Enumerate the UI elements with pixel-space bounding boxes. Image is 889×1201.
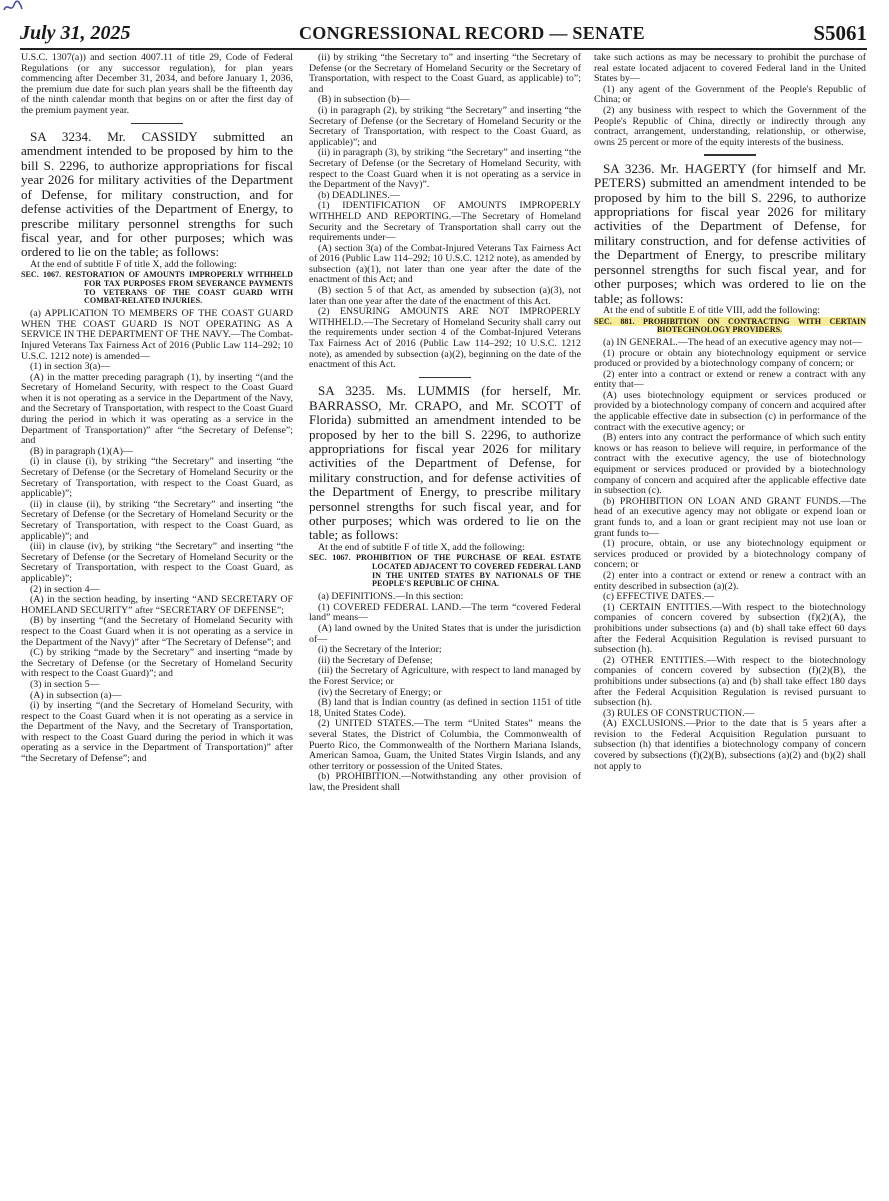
paragraph: (b) PROHIBITION ON LOAN AND GRANT FUNDS.—The head of an executive agency may not obligate or expend loan or grant funds to, and a loan or grant recipient may not use loan or grant funds to—: [594, 495, 866, 539]
paragraph: (ii) by striking “the Secretary to” and inserting “the Secretary of Defense (or the Secretary of Homeland Security or the Secretary of Transportation, with respect to the Coast Guard, as applicable) to”; and: [309, 52, 581, 95]
column-2: [309, 53, 581, 793]
paragraph: (3) in section 5—: [30, 678, 100, 690]
paragraph: (1) procure, obtain, or use any biotechnology equipment or services produced or provided by a biotechnology company of concern; or: [594, 538, 866, 571]
page-header: [20, 18, 867, 50]
paragraph: (ii) the Secretary of Defense;: [318, 654, 433, 666]
paragraph: (A) in subsection (a)—: [30, 689, 122, 701]
paragraph: (C) by striking “made by the Secretary” and inserting “made by the Secretary of Defense (or the Secretary of Homeland Security with respect to the Coast Guard)”; and: [21, 647, 293, 680]
paragraph: (iii) in clause (iv), by striking “the Secretary” and inserting “the Secretary of Defense (or the Secretary of Homeland Security or the Secretary of Transportation, with respect to the Coast Guard, as applicable)”;: [21, 541, 293, 584]
paragraph: (A) uses biotechnology equipment or services produced or provided by a biotechnology company of concern and acquired after the applicable effective date in subsection (c) in performance of the contract with the executive agency; or: [594, 389, 866, 433]
paragraph: (iii) the Secretary of Agriculture, with respect to land managed by the Forest Service; or: [309, 665, 581, 687]
corner-scribble-icon: [2, 0, 24, 14]
paragraph: (2) UNITED STATES.—The term “United States” means the several States, the District of Columbia, the Commonwealth of Puerto Rico, the Commonwealth of the Northern Mariana Islands, American Samoa, Guam, the United States Virgin Islands, and any other territory or possession of the United States.: [309, 718, 581, 772]
paragraph: (b) PROHIBITION.—Notwithstanding any other provision of law, the President shall: [309, 771, 581, 793]
paragraph: (B) by inserting “(and the Secretary of Homeland Security with respect to the Coast Guard when it is not operating as a service in the Department of the Navy)” after “The Secretary of Defense”; and: [21, 615, 293, 648]
paragraph: (1) any agent of the Government of the People's Republic of China; or: [594, 83, 866, 106]
separator-rule: [131, 123, 183, 125]
section-heading: SEC. 1067. PROHIBITION OF THE PURCHASE OF REAL ESTATE LOCATED ADJACENT TO COVERED FEDERAL LAND IN THE UNITED STATES BY NATIONALS OF THE PEOPLE'S REPUBLIC OF CHINA.: [309, 553, 581, 589]
paragraph: (iv) the Secretary of Energy; or: [318, 686, 442, 698]
amendment-intro: SA 3235. Ms. LUMMIS (for herself, Mr. BARRASSO, Mr. CRAPO, and Mr. SCOTT of Florida) submitted an amendment intended to be proposed by her to the bill S. 2296, to authorize appropriations for fiscal year 2026 for military activities of the Department of Defense, for military construction, and for defense activities of the Department of Energy, to prescribe military personnel strengths for such fiscal year, and for other purposes; which was ordered to lie on the table; as follows:: [309, 383, 581, 543]
paragraph: (i) in clause (i), by striking “the Secretary” and inserting “the Secretary of Defense (or the Secretary of Homeland Security or the Secretary of Transportation, with respect to the Coast Guard, as applicable)”;: [21, 456, 293, 500]
amendment-intro: SA 3236. Mr. HAGERTY (for himself and Mr. PETERS) submitted an amendment intended to be proposed by him to the bill S. 2296, to authorize appropriations for fiscal year 2026 for military activities of the Department of Defense, for military construction, and for defense activities of the Department of Energy, to prescribe military personnel strengths for such fiscal year, and for other purposes; which was ordered to lie on the table; as follows:: [594, 160, 866, 306]
paragraph: (1) in section 3(a)—: [30, 361, 111, 373]
paragraph: (2) enter into a contract or extend or renew a contract with an entity described in subsection (a)(2).: [594, 569, 866, 592]
paragraph: (c) EFFECTIVE DATES.—: [603, 591, 715, 603]
paragraph: (2) enter into a contract or extend or renew a contract with any entity that—: [594, 368, 866, 391]
paragraph: (A) section 3(a) of the Combat-Injured Veterans Tax Fairness Act of 2016 (Public Law 114–292; 10 U.S.C. 1212 note), as amended by subsection (a)(1), not later than one year after the date of the enactment of this Act; and: [309, 242, 581, 286]
paragraph: (i) the Secretary of the Interior;: [318, 644, 442, 656]
paragraph: (a) IN GENERAL.—The head of an executive agency may not—: [603, 336, 862, 348]
paragraph: (2) ENSURING AMOUNTS ARE NOT IMPROPERLY WITHHELD.—The Secretary of Homeland Security shall carry out the requirements under section 4 of the Combat-Injured Veterans Tax Fairness Act of 2016 (Public Law 114–292; 10 U.S.C. 1212 note), as amended by subsection (a)(2), beginning on the date of the enactment of this Act.: [309, 306, 581, 371]
paragraph: (a) APPLICATION TO MEMBERS OF THE COAST GUARD WHEN THE COAST GUARD IS NOT OPERATING AS A SERVICE IN THE DEPARTMENT OF THE NAVY.—The Combat-Injured Veterans Tax Fairness Act of 2016 (Public Law 114–292; 10 U.S.C. 1212 note) is amended—: [21, 308, 293, 362]
paragraph: (i) by inserting “(and the Secretary of Homeland Security, with respect to the Coast Guard when it is not operating as a service in the Department of the Navy, and the Secretary of Transportation, with respect to the Coast Guard during the period in which it was operating as a service in the Department of Transportation)” after “the Secretary of Defense”; and: [21, 700, 293, 765]
separator-rule: [419, 377, 471, 379]
paragraph: (2) OTHER ENTITIES.—With respect to the biotechnology companies of concern covered by subsection (f)(2)(B), the prohibitions under subsections (a) and (b) shall take effect 180 days after the Federal Acquisition Regulation is revised pursuant to subsection (h).: [594, 654, 866, 709]
paragraph: At the end of subtitle F of title X, add the following:: [318, 541, 525, 553]
paragraph: (A) in the section heading, by inserting “AND SECRETARY OF HOMELAND SECURITY” after “SECRETARY OF DEFENSE”;: [21, 594, 293, 616]
paragraph: (B) section 5 of that Act, as amended by subsection (a)(3), not later than one year after the date of the enactment of this Act.: [309, 285, 581, 307]
paragraph: (A) EXCLUSIONS.—Prior to the date that is 5 years after a revision to the Federal Acquisition Regulation pursuant to subsection (h) that identifies a biotechnology company of concern covered by subsections (f)(2)(B), subsections (a)(2) and (b)(2) shall not apply to: [594, 718, 866, 772]
header-date: July 31, 2025: [20, 21, 131, 44]
header-page-number: S5061: [813, 20, 867, 45]
paragraph: U.S.C. 1307(a)) and section 4007.11 of title 29, Code of Federal Regulations (or any successor regulation), for plan years commencing after December 31, 2034, and before January 1, 2036, the premium due date for such plan years shall be the fifteenth day of the ninth calendar month that begins on or after the first day of the premium payment year.: [21, 52, 293, 116]
column-1: [21, 53, 293, 765]
paragraph: (B) land that is Indian country (as defined in section 1151 of title 18, United States Code).: [309, 697, 581, 719]
paragraph: (2) any business with respect to which the Government of the People's Republic of China, directly or indirectly through any contract, arrangement, understanding, relationship, or otherwise, owns 25 percent or more of the equity interests of the business.: [594, 104, 866, 148]
paragraph: (A) in the matter preceding paragraph (1), by inserting “(and the Secretary of Homeland Security, with respect to the Coast Guard when it is not operating as a service in the Department of the Navy, and the Secretary of Transportation, with respect to the Coast Guard during the period in which it was operating as a service in the Department of Transportation)” after “the Secretary of Defense”; and: [21, 371, 293, 447]
column-3: [594, 53, 866, 772]
paragraph: (B) enters into any contract the performance of which such entity knows or has reason to believe will require, in performance of the contract with the executive agency, the use of biotechnology equipment or services produced or provided by a biotechnology company of concern and acquired after the applicable effective date in subsection (c).: [594, 432, 866, 497]
paragraph: At the end of subtitle F of title X, add the following:: [30, 258, 237, 270]
paragraph: (i) in paragraph (2), by striking “the Secretary” and inserting “the Secretary of Defense (or the Secretary of Homeland Security or the Secretary of Transportation, with respect to the Coast Guard, as applicable)”; and: [309, 104, 581, 148]
amendment-intro: SA 3234. Mr. CASSIDY submitted an amendment intended to be proposed by him to the bill S. 2296, to authorize appropriations for fiscal year 2026 for military activities of the Department of Defense, for military construction, and for defense activities of the Department of Energy, to prescribe military personnel strengths for such fiscal year, and for other purposes; which was ordered to lie on the table; as follows:: [21, 129, 293, 260]
highlight-mark: SEC. 881. PROHIBITION ON CONTRACTING WITH CERTAIN BIOTECHNOLOGY PROVIDERS.: [594, 316, 866, 335]
separator-rule: [704, 154, 756, 156]
paragraph: (ii) in clause (ii), by striking “the Secretary” and inserting “the Secretary of Defense (or the Secretary of Homeland Security or the Secretary of Transportation, with respect to the Coast Guard, as applicable)”; and: [21, 498, 293, 542]
paragraph: (3) RULES OF CONSTRUCTION.—: [603, 707, 755, 719]
paragraph: (1) IDENTIFICATION OF AMOUNTS IMPROPERLY WITHHELD AND REPORTING.—The Secretary of Homeland Security and the Secretary of Transportation shall carry out the requirements under—: [309, 200, 581, 244]
paragraph: (A) land owned by the United States that is under the jurisdiction of—: [309, 622, 581, 645]
paragraph: At the end of subtitle E of title VIII, add the following:: [603, 304, 821, 316]
section-heading-highlighted: [594, 318, 866, 335]
paragraph: (B) in subsection (b)—: [318, 94, 410, 106]
paragraph: (b) DEADLINES.—: [318, 189, 400, 201]
paragraph: (ii) in paragraph (3), by striking “the Secretary” and inserting “the Secretary of Defense (or the Secretary of Homeland Security, with respect to the Coast Guard when it is not operating as a service in the Department of the Navy)”.: [309, 147, 581, 191]
paragraph: (1) COVERED FEDERAL LAND.—The term “covered Federal land” means—: [309, 601, 581, 624]
paragraph: (1) procure or obtain any biotechnology equipment or service produced or provided by a biotechnology company of concern; or: [594, 347, 866, 370]
section-heading: SEC. 1067. RESTORATION OF AMOUNTS IMPROPERLY WITHHELD FOR TAX PURPOSES FROM SEVERANCE PAYMENTS TO VETERANS OF THE COAST GUARD WITH COMBAT-RELATED INJURIES.: [21, 270, 293, 306]
header-title: CONGRESSIONAL RECORD — SENATE: [298, 22, 645, 43]
paragraph: (2) in section 4—: [30, 583, 100, 595]
paragraph: (1) CERTAIN ENTITIES.—With respect to the biotechnology companies of concern covered by subsection (f)(2)(A), the prohibitions under subsections (a) and (b) shall take effect 60 days after the Federal Acquisition Regulation is revised pursuant to subsection (h).: [594, 601, 866, 656]
paragraph: (B) in paragraph (1)(A)—: [30, 445, 133, 457]
paragraph: take such actions as may be necessary to prohibit the purchase of real estate located adjacent to covered Federal land in the United States by—: [594, 52, 866, 85]
paragraph: (a) DEFINITIONS.—In this section:: [318, 591, 464, 603]
